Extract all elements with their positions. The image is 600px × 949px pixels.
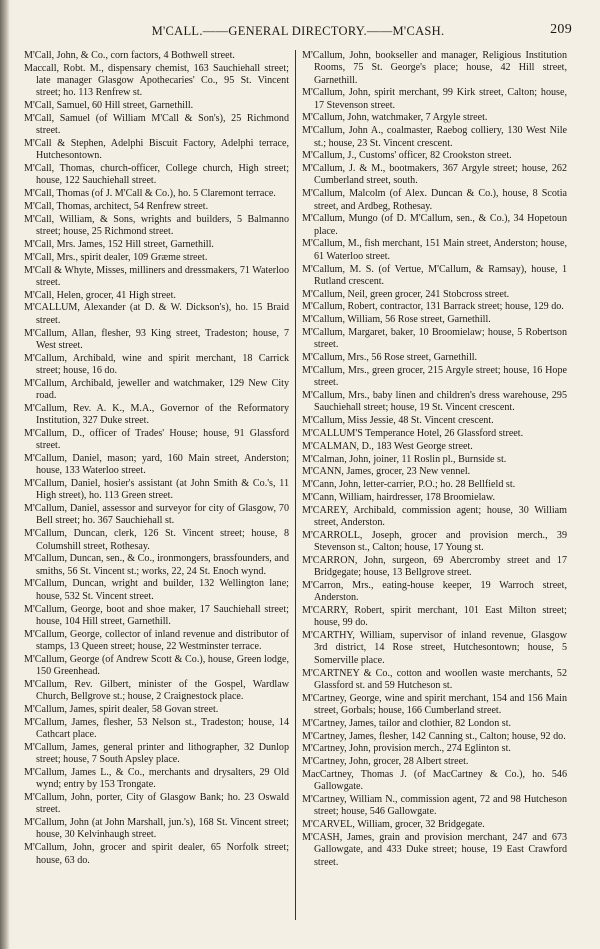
- directory-entry: M'Callum, J. & M., bootmakers, 367 Argyle street; house, 262 Cumberland street, south.: [302, 163, 567, 187]
- directory-entry: Maccall, Robt. M., dispensary chemist, 163 Sauchiehall street; late manager Glasgow Apothecaries' Co., 95 St. Vincent street; ho. 113 Renfrew st.: [24, 62, 289, 99]
- directory-entry: M'Call, William, & Sons, wrights and builders, 5 Balmanno street; house, 25 Richmond street.: [24, 213, 289, 238]
- directory-entry: M'Callum, Rev. A. K., M.A., Governor of the Reformatory Institution, 327 Duke street.: [24, 402, 289, 427]
- directory-entry: M'Carron, Mrs., eating-house keeper, 19 Warroch street, Anderston.: [302, 579, 567, 604]
- directory-entry: M'Callum, Neil, green grocer, 241 Stobcross street.: [302, 288, 510, 300]
- page-header: [24, 24, 572, 42]
- directory-entry: M'CARRON, John, surgeon, 69 Abercromby street and 17 Bridgegate; house, 13 Bellgrove street.: [302, 554, 567, 579]
- directory-entry: M'Cartney, George, wine and spirit merchant, 154 and 156 Main street, Gorbals; house, 166 Cumberland street.: [302, 692, 567, 716]
- directory-entry: M'Callum, George, collector of inland revenue and distributor of stamps, 13 Queen street; house, 22 Westminster terrace.: [24, 628, 289, 652]
- page-number: 209: [550, 22, 572, 37]
- directory-entry: M'Callum, Robert, contractor, 131 Barrack street; house, 129 do.: [302, 301, 564, 313]
- directory-entry: M'Call, Helen, grocer, 41 High street.: [24, 289, 176, 301]
- directory-entry: M'Callum, Mrs., 56 Rose street, Garnethill.: [302, 352, 478, 364]
- directory-entry: M'Cartney, William N., commission agent, 72 and 98 Hutcheson street; house, 546 Gallowgate.: [302, 794, 567, 818]
- book-spine-shadow: [0, 0, 10, 949]
- running-head: M'CALL.——GENERAL DIRECTORY.——M'CASH.: [151, 24, 445, 38]
- directory-entry: M'CALLUM, Alexander (at D. & W. Dickson's), ho. 15 Braid street.: [24, 302, 289, 326]
- directory-entry: M'Callum, Miss Jessie, 48 St. Vincent crescent.: [302, 415, 494, 427]
- directory-entry: M'Calman, John, joiner, 11 Roslin pl., Burnside st.: [302, 453, 507, 465]
- directory-entry: M'Cann, William, hairdresser, 178 Broomielaw.: [302, 491, 496, 503]
- directory-entry: M'CASH, James, grain and provision merchant, 247 and 673 Gallowgate, and 433 Duke street; house, 19 East Crawford street.: [302, 831, 567, 868]
- directory-entry: M'CARRY, Robert, spirit merchant, 101 East Milton street; house, 99 do.: [302, 605, 567, 629]
- directory-entry: M'Callum, James, flesher, 53 Nelson st., Tradeston; house, 14 Cathcart place.: [24, 716, 289, 741]
- directory-entry: M'CANN, James, grocer, 23 New vennel.: [302, 466, 471, 478]
- directory-entry: M'Cartney, James, tailor and clothier, 82 London st.: [302, 717, 512, 729]
- directory-entry: M'Callum, M. S. (of Vertue, M'Callum, & Ramsay), house, 1 Rutland crescent.: [302, 263, 567, 287]
- left-column: [24, 50, 289, 867]
- directory-entry: M'Callum, Daniel, hosier's assistant (at John Smith & Co.'s, 11 High street), ho. 113 Green street.: [24, 478, 289, 502]
- directory-entry: M'Call, Mrs., spirit dealer, 109 Græme street.: [24, 251, 208, 263]
- directory-entry: M'Callum, George (of Andrew Scott & Co.), house, Green lodge, 150 Greenhead.: [24, 653, 289, 678]
- directory-entry: M'Callum, Malcolm (of Alex. Duncan & Co.), house, 8 Scotia street, and Ardbeg, Rothesay.: [302, 188, 567, 212]
- directory-entry: M'Call, Mrs. James, 152 Hill street, Garnethill.: [24, 238, 214, 250]
- directory-entry: M'Callum, John, bookseller and manager, Religious Institution Rooms, 75 St. George's place; house, 42 Hill street, Garnethill.: [302, 50, 567, 86]
- directory-entry: M'Callum, Daniel, mason; yard, 160 Main street, Anderston; house, 133 Waterloo street.: [24, 453, 289, 477]
- directory-entry: M'Callum, John, porter, City of Glasgow Bank; ho. 23 Oswald street.: [24, 792, 289, 816]
- directory-entry: M'Callum, Mungo (of D. M'Callum, sen., & Co.), 34 Hopetoun place.: [302, 213, 567, 237]
- directory-entry: M'Callum, Mrs., green grocer, 215 Argyle street; house, 16 Hope street.: [302, 364, 567, 389]
- directory-entry: M'CARROLL, Joseph, grocer and provision merch., 39 Stevenson st., Calton; house, 17 Young st.: [302, 529, 567, 554]
- directory-entry: M'Callum, Daniel, assessor and surveyor for city of Glasgow, 70 Bell street; ho. 367 Sauchiehall st.: [24, 503, 289, 527]
- directory-entry: M'Cartney, John, provision merch., 274 Eglinton st.: [302, 743, 511, 755]
- directory-entry: M'CARTNEY & Co., cotton and woollen waste merchants, 52 Glassford st. and 59 Hutcheson st.: [302, 667, 567, 691]
- directory-entry: M'Callum, Archibald, jeweller and watchmaker, 129 New City road.: [24, 377, 289, 402]
- directory-entry: M'Cartney, John, grocer, 28 Albert street.: [302, 756, 469, 768]
- directory-entry: M'Callum, Duncan, wright and builder, 132 Wellington lane; house, 532 St. Vincent street.: [24, 578, 289, 602]
- directory-entry: MacCartney, Thomas J. (of MacCartney & Co.), ho. 546 Gallowgate.: [302, 768, 567, 793]
- directory-entry: M'Call, Samuel, 60 Hill street, Garnethill.: [24, 100, 194, 112]
- directory-entry: M'Callum, William, 56 Rose street, Garnethill.: [302, 314, 491, 326]
- directory-entry: M'Call & Whyte, Misses, milliners and dressmakers, 71 Waterloo street.: [24, 264, 289, 288]
- directory-entry: M'CAREY, Archibald, commission agent; house, 30 William street, Anderston.: [302, 504, 567, 528]
- directory-entry: M'Call, Samuel (of William M'Call & Son's), 25 Richmond street.: [24, 112, 289, 137]
- directory-entry: M'Callum, James, general printer and lithographer, 32 Dunlop street; house, 7 South Apsley place.: [24, 741, 289, 766]
- directory-entry: M'Call, Thomas (of J. M'Call & Co.), ho. 5 Claremont terrace.: [24, 188, 276, 200]
- directory-entry: M'Callum, D., officer of Trades' House; house, 91 Glassford street.: [24, 427, 289, 452]
- directory-entry: M'Callum, M., fish merchant, 151 Main street, Anderston; house, 61 Waterloo street.: [302, 238, 567, 262]
- directory-entry: M'CARTHY, William, supervisor of inland revenue, Glasgow 3rd district, 14 Rose street, Hutchesontown; house, 5 Somerville place.: [302, 630, 567, 666]
- directory-entry: M'Callum, Allan, flesher, 93 King street, Tradeston; house, 7 West street.: [24, 327, 289, 351]
- directory-entry: M'Call & Stephen, Adelphi Biscuit Factory, Adelphi terrace, Hutchesontown.: [24, 138, 289, 162]
- directory-entry: M'CALMAN, D., 183 West George street.: [302, 440, 473, 452]
- directory-entry: M'Callum, Archibald, wine and spirit merchant, 18 Carrick street; house, 16 do.: [24, 352, 289, 376]
- directory-entry: M'Call, Thomas, church-officer, College church, High street; house, 122 Sauchiehall street.: [24, 163, 289, 187]
- directory-entry: M'Cartney, James, flesher, 142 Canning st., Calton; house, 92 do.: [302, 730, 566, 742]
- right-column: [302, 50, 567, 869]
- directory-entry: M'Callum, Duncan, clerk, 126 St. Vincent street; house, 8 Columshill street, Rothesay.: [24, 528, 289, 552]
- directory-entry: M'Callum, James L., & Co., merchants and drysalters, 29 Old wynd; entry by 153 Trongate.: [24, 766, 289, 791]
- directory-entry: M'Callum, George, boot and shoe maker, 17 Sauchiehall street; house, 104 Hill street, Garnethill.: [24, 603, 289, 627]
- directory-entry: M'Callum, Mrs., baby linen and children's dress warehouse, 295 Sauchiehall street; house, 19 St. Vincent crescent.: [302, 390, 567, 414]
- column-divider: [295, 50, 296, 920]
- directory-entry: M'Callum, John, watchmaker, 7 Argyle street.: [302, 112, 488, 124]
- directory-entry: M'Callum, J., Customs' officer, 82 Crookston street.: [302, 150, 512, 162]
- directory-entry: M'Callum, James, spirit dealer, 58 Govan street.: [24, 703, 219, 715]
- directory-entry: M'Callum, Rev. Gilbert, minister of the Gospel, Wardlaw Church, Bellgrove st.; house, 2 Craignestock place.: [24, 678, 289, 703]
- directory-entry: M'CALLUM'S Temperance Hotel, 26 Glassford street.: [302, 427, 524, 439]
- directory-entry: M'Cann, John, letter-carrier, P.O.; ho. 28 Bellfield st.: [302, 479, 516, 491]
- directory-entry: M'Callum, John, spirit merchant, 99 Kirk street, Calton; house, 17 Stevenson street.: [302, 87, 567, 111]
- directory-entry: M'Callum, John A., coalmaster, Raebog colliery, 130 West Nile st.; house, 23 St. Vincent crescent.: [302, 125, 567, 149]
- directory-entry: M'Call, John, & Co., corn factors, 4 Bothwell street.: [24, 50, 235, 61]
- directory-entry: M'CARVEL, William, grocer, 32 Bridgegate.: [302, 819, 485, 831]
- directory-entry: M'Callum, John, grocer and spirit dealer, 65 Norfolk street; house, 63 do.: [24, 842, 289, 866]
- directory-entry: M'Callum, Margaret, baker, 10 Broomielaw; house, 5 Robertson street.: [302, 327, 567, 351]
- directory-entry: M'Callum, Duncan, sen., & Co., ironmongers, brassfounders, and smiths, 56 St. Vincent st.; works, 22, 24 St. Enoch wynd.: [24, 553, 289, 577]
- directory-entry: M'Call, Thomas, architect, 54 Renfrew street.: [24, 201, 209, 213]
- directory-entry: M'Callum, John (at John Marshall, jun.'s), 168 St. Vincent street; house, 30 Kelvinhaugh street.: [24, 817, 289, 841]
